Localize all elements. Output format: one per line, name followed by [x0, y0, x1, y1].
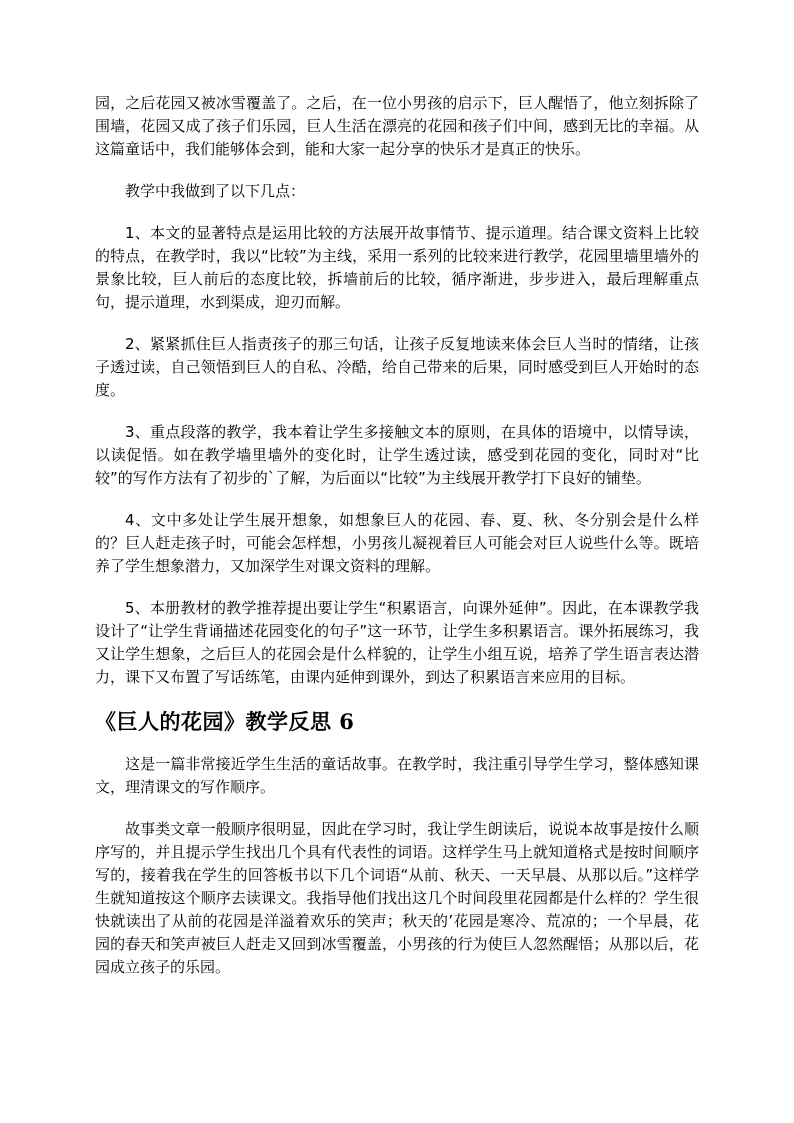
paragraph-section-body: 故事类文章一般顺序很明显，因此在学习时，我让学生朗读后，说说本故事是按什么顺序写的，并且提示学生找出几个具有代表性的词语。这样学生马上就知道格式是按时间顺序写的，接着我在学生的回答板书以下几个词语“从前、秋天、一天早晨、从那以后。”这样学生就知道按这个顺序去读课文。我指导他们找出这几个时间段里花园都是什么样的？学生很快就读出了从前的花园是洋溢着欢乐的笑声；秋天的’花园是寒冷、荒凉的；一个早晨，花园的春天和笑声被巨人赶走又回到冰雪覆盖，小男孩的行为使巨人忽然醒悟；从那以后，花园成立孩子的乐园。 — [95, 820, 699, 976]
paragraph-point-4: 4、文中多处让学生展开想象，如想象巨人的花园、春、夏、秋、冬分别会是什么样的？巨人赶走孩子时，可能会怎样想，小男孩儿凝视着巨人可能会对巨人说些什么等。既培养了学生想象潜力，又加深学生对课文资料的理解。 — [95, 511, 699, 575]
paragraph-point-1: 1、本文的显著特点是运用比较的方法展开故事情节、提示道理。结合课文资料上比较的特点，在教学时，我以“比较”为主线，采用一系列的比较来进行教学，花园里墙里墙外的景象比较，巨人前后的态度比较，拆墙前后的比较，循序渐进，步步进入，最后理解重点句，提示道理，水到渠成，迎刃而解。 — [95, 224, 699, 311]
paragraph-point-5: 5、本册教材的教学推荐提出要让学生“积累语言，向课外延伸”。因此，在本课教学我设计了“让学生背诵描述花园变化的句子”这一环节，让学生多积累语言。课外拓展练习，我又让学生想象，之后巨人的花园会是什么样貌的，让学生小组互说，培养了学生语言表达潜力，课下又布置了写话练笔，由课内延伸到课外，到达了积累语言来应用的目标。 — [95, 599, 699, 686]
paragraph-continuation: 园，之后花园又被冰雪覆盖了。之后，在一位小男孩的启示下，巨人醒悟了，他立刻拆除了围墙，花园又成了孩子们乐园，巨人生活在漂亮的花园和孩子们中间，感到无比的幸福。从这篇童话中，我们能够体会到，能和大家一起分享的快乐才是真正的快乐。 — [95, 94, 699, 158]
section-heading: 《巨人的花园》教学反思 6 — [95, 709, 355, 734]
paragraph-intro-points: 教学中我做到了以下几点： — [125, 182, 306, 200]
document-body — [95, 92, 699, 998]
paragraph-section-intro: 这是一篇非常接近学生生活的童话故事。在教学时，我注重引导学生学习，整体感知课文，理清课文的写作顺序。 — [95, 755, 699, 796]
paragraph-point-3: 3、重点段落的教学，我本着让学生多接触文本的原则，在具体的语境中，以情导读，以读促悟。如在教学墙里墙外的变化时，让学生透过读，感受到花园的变化，同时对“比较”的写作方法有了初步的`了解，为后面以“比较”为主线展开教学打下良好的铺垫。 — [95, 423, 699, 487]
paragraph-point-2: 2、紧紧抓住巨人指责孩子的那三句话，让孩子反复地读来体会巨人当时的情绪，让孩子透过读，自己领悟到巨人的自私、冷酷，给自己带来的后果，同时感受到巨人开始时的态度。 — [95, 335, 699, 399]
